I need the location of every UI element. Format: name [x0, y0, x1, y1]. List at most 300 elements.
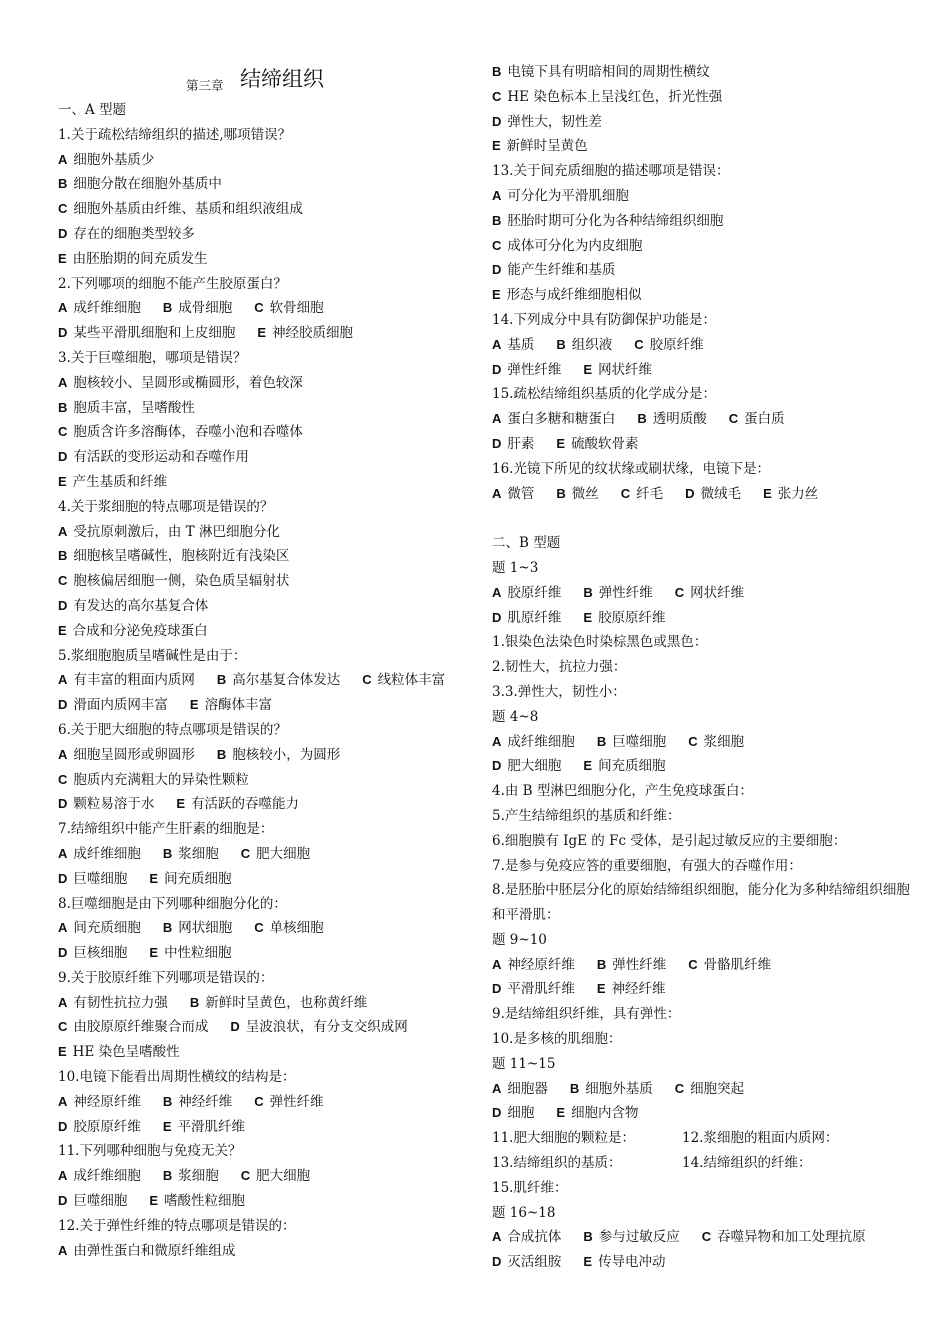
option-letter: A — [58, 1168, 68, 1184]
question-text: 1.关于疏松结缔组织的描述,哪项错误？ — [58, 126, 292, 143]
option-text: 神经胶质细胞 — [272, 325, 354, 342]
question-text: 2.韧性大，抗拉力强： — [492, 659, 627, 676]
answer-option — [149, 1189, 245, 1214]
option-row — [58, 445, 478, 470]
option-text: 由胶原原纤维聚合而成 — [73, 1019, 209, 1036]
option-letter: C — [240, 1168, 251, 1184]
option-text: 肌原纤维 — [507, 609, 562, 626]
option-letter: D — [58, 945, 68, 961]
option-text: HE 染色标本上呈浅红色，折光性强 — [507, 88, 723, 105]
option-text: 肥大细胞 — [256, 1168, 311, 1185]
option-text: 浆细胞 — [703, 733, 745, 750]
question-text: 16.光镜下所见的纹状缘或刷状缘，电镜下是： — [492, 460, 770, 477]
answer-option — [492, 258, 615, 283]
answer-option — [58, 321, 235, 346]
option-letter: A — [58, 300, 68, 316]
option-letter: E — [257, 325, 267, 341]
question-text: 二、B 型题 — [492, 535, 561, 552]
answer-option — [58, 1164, 141, 1189]
answer-option — [163, 916, 232, 941]
question-text: 11.下列哪种细胞与免疫无关？ — [58, 1143, 242, 1160]
option-letter: B — [583, 584, 593, 600]
question-text: 8.是胚胎中胚层分化的原始结缔组织细胞，能分化为多种结缔组织细胞和平滑肌： — [492, 882, 910, 924]
answer-option — [58, 445, 249, 470]
answer-option — [58, 768, 249, 793]
option-letter: A — [492, 733, 502, 749]
option-letter: D — [492, 113, 502, 129]
answer-option — [163, 296, 232, 321]
option-row — [492, 333, 922, 358]
option-text: 胞质丰富，呈嗜酸性 — [73, 399, 195, 416]
option-letter: E — [58, 1044, 67, 1060]
answer-option — [58, 420, 303, 445]
option-text: 基质 — [507, 336, 535, 353]
option-row — [58, 420, 478, 445]
option-letter: A — [58, 374, 68, 390]
answer-option — [58, 222, 195, 247]
question-text: 14.结缔组织的纤维： — [682, 1155, 812, 1172]
option-text: 成纤维细胞 — [73, 845, 141, 862]
answer-option — [729, 407, 785, 432]
option-letter: C — [254, 1093, 264, 1109]
answer-option — [217, 668, 340, 693]
option-row — [58, 222, 478, 247]
answer-option — [492, 407, 615, 432]
answer-option — [58, 470, 167, 495]
option-text: 骨骼肌纤维 — [703, 956, 772, 973]
option-row — [492, 606, 922, 631]
option-text: 蛋白多糖和糖蛋白 — [507, 411, 616, 428]
answer-option — [492, 85, 722, 110]
option-text: 细胞内含物 — [571, 1105, 639, 1122]
option-letter: B — [637, 411, 647, 427]
option-letter: E — [556, 1105, 566, 1121]
option-text: 嗜酸性粒细胞 — [164, 1193, 246, 1210]
option-text: 平滑肌纤维 — [507, 981, 575, 998]
answer-option — [163, 1164, 219, 1189]
option-row — [58, 544, 478, 569]
option-letter: A — [58, 1093, 68, 1109]
option-row — [58, 768, 478, 793]
option-text: 细胞外基质 — [585, 1080, 653, 1097]
option-letter: D — [58, 1118, 68, 1134]
question-text: 6.细胞膜有 IgE 的 Fc 受体，是引起过敏反应的主要细胞： — [492, 832, 847, 849]
option-row — [58, 148, 478, 173]
option-letter: E — [58, 473, 67, 489]
question-text: 13.结缔组织的基质： — [492, 1155, 622, 1172]
option-text: 形态与成纤维细胞相似 — [506, 287, 642, 304]
answer-option — [685, 482, 741, 507]
answer-option — [190, 991, 367, 1016]
option-row — [58, 197, 478, 222]
option-row — [492, 184, 922, 209]
option-text: 胶原原纤维 — [73, 1118, 141, 1135]
question-text: 7.是参与免疫应答的重要细胞，有强大的吞噬作用： — [492, 857, 802, 874]
option-text: 硫酸软骨素 — [571, 435, 639, 452]
option-letter: D — [58, 597, 68, 613]
question-text: 8.巨噬细胞是由下列哪种细胞分化的： — [58, 895, 287, 912]
option-text: 弹性纤维 — [507, 361, 562, 378]
answer-option — [492, 1225, 561, 1250]
option-letter: D — [492, 1105, 502, 1121]
question-text: 题 9~10 — [492, 931, 547, 948]
option-letter: D — [492, 361, 502, 377]
option-text: 滑面内质网丰富 — [73, 697, 168, 714]
option-text: 存在的细胞类型较多 — [73, 225, 195, 242]
option-letter: A — [492, 956, 502, 972]
answer-option — [556, 333, 612, 358]
option-text: 能产生纤维和基质 — [507, 262, 616, 279]
option-row — [58, 941, 478, 966]
option-letter: C — [620, 485, 631, 501]
option-letter: C — [254, 920, 264, 936]
option-letter: B — [492, 212, 502, 228]
option-text: 线粒体丰富 — [377, 672, 446, 689]
answer-option — [492, 1250, 561, 1275]
right-column — [492, 60, 922, 1275]
option-text: 成纤维细胞 — [507, 733, 575, 750]
answer-option — [58, 1189, 127, 1214]
option-text: 软骨细胞 — [269, 300, 324, 317]
answer-option — [362, 668, 445, 693]
option-text: 可分化为平滑肌细胞 — [507, 187, 629, 204]
answer-option — [58, 520, 280, 545]
option-letter: B — [556, 485, 566, 501]
option-letter: B — [189, 994, 200, 1010]
option-text: 胶原纤维 — [507, 584, 562, 601]
option-letter: D — [685, 485, 695, 501]
answer-option — [217, 743, 340, 768]
option-letter: C — [58, 771, 68, 787]
option-letter: A — [492, 485, 502, 501]
option-row — [492, 1250, 922, 1275]
question-text: 4.关于浆细胞的特点哪项是错误的？ — [58, 498, 274, 515]
option-text: 细胞器 — [507, 1080, 548, 1097]
answer-option — [492, 606, 561, 631]
option-letter: B — [162, 300, 173, 316]
option-text: 合成抗体 — [507, 1229, 562, 1246]
answer-option — [58, 197, 303, 222]
option-text: 有韧性抗拉力强 — [73, 994, 168, 1011]
option-row — [492, 358, 922, 383]
option-row — [58, 1090, 478, 1115]
chapter-number: 第三章 — [186, 78, 224, 93]
option-row — [492, 283, 922, 308]
question-pair — [492, 1126, 922, 1151]
option-row — [492, 85, 922, 110]
answer-option — [176, 792, 299, 817]
answer-option — [254, 1090, 323, 1115]
question-text: 12.关于弹性纤维的特点哪项是错误的： — [58, 1217, 296, 1234]
option-text: 灭活组胺 — [507, 1254, 562, 1271]
option-text: 肥大细胞 — [256, 845, 311, 862]
answer-option — [688, 953, 771, 978]
option-text: 某些平滑肌细胞和上皮细胞 — [73, 325, 236, 342]
option-row — [492, 110, 922, 135]
option-letter: D — [492, 1254, 502, 1270]
answer-option — [492, 110, 602, 135]
question-text: 1.银染色法染色时染棕黑色或黑色： — [492, 634, 708, 651]
option-letter: E — [189, 697, 199, 713]
question-text: 7.结缔组织中能产生肝素的细胞是： — [58, 821, 274, 838]
option-letter: C — [58, 424, 68, 440]
option-letter: B — [596, 733, 607, 749]
question-text: 15.疏松结缔组织基质的化学成分是： — [492, 386, 716, 403]
option-letter: B — [162, 1093, 173, 1109]
answer-option — [241, 842, 310, 867]
option-row — [58, 247, 478, 272]
option-row — [492, 1077, 922, 1102]
answer-option — [688, 730, 744, 755]
answer-option — [675, 1077, 744, 1102]
option-text: 胞质含许多溶酶体，吞噬小泡和吞噬体 — [73, 424, 303, 441]
answer-option — [58, 941, 127, 966]
answer-option — [492, 184, 629, 209]
option-text: 微丝 — [571, 485, 599, 502]
option-letter: C — [492, 237, 502, 253]
option-text: 浆细胞 — [178, 845, 219, 862]
question-text: 题 4~8 — [492, 708, 539, 725]
answer-option — [492, 1101, 534, 1126]
option-letter: B — [569, 1080, 580, 1096]
option-row — [58, 1189, 478, 1214]
option-letter: E — [583, 609, 593, 625]
answer-option — [556, 482, 598, 507]
option-letter: B — [58, 176, 68, 192]
option-row — [492, 258, 922, 283]
option-text: 产生基质和纤维 — [72, 473, 168, 490]
answer-option — [492, 482, 534, 507]
answer-option — [492, 283, 642, 308]
answer-option — [597, 977, 666, 1002]
option-letter: D — [58, 1193, 68, 1209]
answer-option — [492, 953, 575, 978]
answer-option — [257, 321, 353, 346]
option-text: 中性粒细胞 — [164, 945, 232, 962]
option-row — [58, 396, 478, 421]
answer-option — [58, 991, 168, 1016]
option-text: 网状纤维 — [598, 361, 653, 378]
option-letter: B — [162, 1168, 173, 1184]
option-letter: B — [58, 399, 68, 415]
option-row — [492, 581, 922, 606]
option-text: 成骨细胞 — [178, 300, 233, 317]
option-text: 溶酶体丰富 — [204, 697, 273, 714]
option-letter: A — [492, 1229, 502, 1245]
option-letter: A — [58, 672, 68, 688]
option-text: 微绒毛 — [700, 485, 742, 502]
answer-option — [583, 1250, 665, 1275]
answer-option — [675, 581, 744, 606]
option-letter: D — [58, 796, 68, 812]
option-text: 微管 — [507, 485, 535, 502]
option-text: 胞核较小、呈圆形或椭圆形，着色较深 — [73, 374, 303, 391]
option-row — [58, 668, 478, 693]
answer-option — [58, 619, 208, 644]
question-text: 题 1~3 — [492, 559, 539, 576]
option-letter: B — [556, 336, 566, 352]
option-text: 成体可分化为内皮细胞 — [507, 237, 643, 254]
answer-option — [254, 296, 323, 321]
answer-option — [583, 1225, 679, 1250]
option-letter: E — [176, 796, 186, 812]
option-row — [58, 619, 478, 644]
option-row — [492, 234, 922, 259]
answer-option — [58, 842, 141, 867]
answer-option — [702, 1225, 866, 1250]
option-row — [492, 134, 922, 159]
option-row — [58, 991, 478, 1016]
option-text: 组织液 — [571, 336, 613, 353]
answer-option — [637, 407, 706, 432]
option-letter: C — [634, 336, 644, 352]
option-letter: C — [58, 201, 68, 217]
answer-option — [570, 1077, 653, 1102]
answer-option — [58, 544, 289, 569]
answer-option — [149, 941, 231, 966]
question-text: 9.关于胶原纤维下列哪项是错误的： — [58, 969, 274, 986]
option-letter: A — [58, 845, 68, 861]
answer-option — [583, 581, 652, 606]
option-text: 肥大细胞 — [507, 758, 562, 775]
option-text: 神经原纤维 — [507, 956, 575, 973]
option-text: 间充质细胞 — [164, 870, 232, 887]
answer-option — [58, 867, 127, 892]
option-row — [492, 1225, 922, 1250]
option-row — [492, 977, 922, 1002]
option-text: 神经原纤维 — [73, 1093, 141, 1110]
option-letter: B — [596, 956, 607, 972]
answer-option — [492, 234, 642, 259]
answer-option — [763, 482, 818, 507]
option-letter: D — [492, 435, 502, 451]
answer-option — [556, 432, 638, 457]
question-text: 题 11~15 — [492, 1055, 556, 1072]
option-row — [58, 1015, 478, 1040]
option-row — [58, 296, 478, 321]
option-text: 由胚胎期的间充质发生 — [72, 250, 208, 267]
option-text: 细胞分散在细胞外基质中 — [73, 176, 222, 193]
option-text: 受抗原刺激后，由 T 淋巴细胞分化 — [73, 523, 280, 540]
option-letter: D — [492, 981, 502, 997]
option-letter: C — [492, 88, 502, 104]
option-letter: B — [216, 746, 227, 762]
answer-option — [58, 743, 195, 768]
option-letter: D — [58, 325, 68, 341]
option-letter: D — [492, 262, 502, 278]
option-letter: E — [583, 1254, 593, 1270]
option-text: 细胞核呈嗜碱性，胞核附近有浅染区 — [73, 548, 290, 565]
option-letter: A — [58, 746, 68, 762]
question-text: 3.关于巨噬细胞，哪项是错误？ — [58, 349, 247, 366]
answer-option — [58, 247, 208, 272]
option-text: 蛋白质 — [744, 411, 785, 428]
option-text: 弹性纤维 — [598, 584, 653, 601]
answer-option — [163, 1090, 232, 1115]
question-text: 9.是结缔组织纤维，具有弹性： — [492, 1006, 681, 1023]
question-text: 11.肥大细胞的颗粒是： — [492, 1130, 635, 1147]
option-text: 平滑肌纤维 — [177, 1118, 246, 1135]
option-text: 有活跃的变形运动和吞噬作用 — [73, 449, 249, 466]
answer-option — [58, 569, 289, 594]
option-letter: E — [583, 361, 593, 377]
section-heading-a: 一、A 型题 — [58, 102, 127, 118]
option-letter: E — [556, 435, 566, 451]
option-text: 胶原原纤维 — [598, 609, 666, 626]
option-text: 细胞外基质少 — [73, 151, 155, 168]
option-text: 颗粒易溶于水 — [73, 796, 155, 813]
option-text: 胚胎时期可分化为各种结缔组织细胞 — [507, 212, 724, 229]
option-letter: D — [58, 870, 68, 886]
answer-option — [492, 730, 575, 755]
option-letter: E — [149, 1193, 159, 1209]
option-text: 新鲜时呈黄色，也称黄纤维 — [205, 994, 368, 1011]
option-text: 间充质细胞 — [73, 920, 141, 937]
answer-option — [254, 916, 323, 941]
option-text: 神经纤维 — [178, 1093, 233, 1110]
option-letter: C — [688, 956, 698, 972]
chapter-heading — [58, 60, 478, 98]
answer-option — [58, 668, 195, 693]
option-letter: D — [492, 609, 502, 625]
answer-option — [583, 358, 652, 383]
option-letter: A — [492, 584, 502, 600]
answer-option — [492, 754, 561, 779]
option-text: 巨核细胞 — [73, 945, 128, 962]
answer-option — [492, 432, 534, 457]
option-row — [58, 1164, 478, 1189]
answer-option — [492, 581, 561, 606]
option-letter: D — [230, 1019, 240, 1035]
question-text: 2.下列哪项的细胞不能产生胶原蛋白？ — [58, 275, 287, 292]
option-letter: B — [162, 845, 173, 861]
option-row — [492, 209, 922, 234]
option-letter: C — [58, 1019, 68, 1035]
question-text: 10.是多核的肌细胞： — [492, 1031, 622, 1048]
option-letter: B — [583, 1229, 593, 1245]
answer-option — [230, 1015, 407, 1040]
option-letter: C — [362, 672, 372, 688]
option-row — [58, 520, 478, 545]
answer-option — [492, 1077, 548, 1102]
option-text: 弹性纤维 — [612, 956, 667, 973]
option-letter: B — [492, 64, 502, 79]
answer-option — [621, 482, 663, 507]
option-letter: A — [58, 1242, 68, 1258]
spacer — [492, 506, 922, 531]
option-text: 弹性纤维 — [269, 1093, 324, 1110]
question-text: 4.由 B 型淋巴细胞分化，产生免疫球蛋白： — [492, 783, 753, 800]
question-text: 6.关于肥大细胞的特点哪项是错误的？ — [58, 721, 287, 738]
option-row — [58, 916, 478, 941]
option-row — [492, 730, 922, 755]
answer-option — [634, 333, 703, 358]
answer-option — [190, 693, 272, 718]
question-text: 5.浆细胞胞质呈嗜碱性是由于： — [58, 647, 247, 664]
question-text: 14.下列成分中具有防御保护功能是： — [492, 311, 716, 328]
option-letter: A — [492, 187, 502, 203]
option-letter: C — [688, 733, 698, 749]
option-row — [58, 470, 478, 495]
option-letter: C — [674, 584, 685, 600]
option-letter: D — [58, 697, 68, 713]
option-text: 胶原纤维 — [649, 336, 704, 353]
question-pair — [492, 1151, 922, 1176]
option-text: 细胞 — [507, 1105, 535, 1122]
option-letter: A — [58, 920, 68, 936]
option-text: 高尔基复合体发达 — [232, 672, 341, 689]
answer-option — [597, 953, 666, 978]
